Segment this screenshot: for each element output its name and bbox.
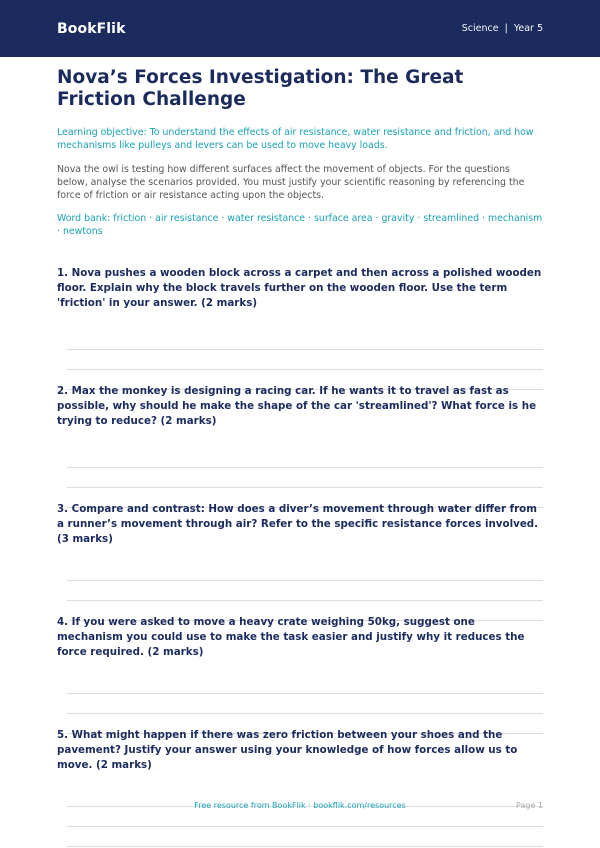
question-5	[57, 728, 543, 847]
question-text: 2. Max the monkey is designing a racing car. If he wants it to travel as fast as possible, why should he make the shape of the car 'streamlined'? What force is he trying to reduce? (2 marks)	[57, 385, 537, 427]
page-number: Page 1	[516, 801, 543, 810]
year-label: Year 5	[513, 23, 543, 34]
worksheet-title: Nova’s Forces Investigation: The Great Friction Challenge	[57, 67, 464, 110]
question-text: 4. If you were asked to move a heavy crate weighing 50kg, suggest one mechanism you could use to make the task easier and justify why it reduces the force required. (2 marks)	[57, 616, 525, 658]
question-text: 3. Compare and contrast: How does a diver’s movement through water differ from a runner’s movement through air? Refer to the specific resistance forces involved. (3 marks)	[57, 503, 539, 545]
worksheet-body	[0, 57, 600, 847]
page-footer	[0, 801, 600, 815]
question-3	[57, 502, 543, 621]
question-2	[57, 384, 543, 508]
header-bar	[0, 0, 600, 57]
subject-year	[462, 23, 543, 34]
subject-label: Science	[461, 23, 499, 34]
answer-line	[67, 580, 543, 581]
brand-logo: BookFlik	[57, 20, 126, 37]
intro-paragraph: Nova the owl is testing how different surfaces affect the movement of objects. For the questions below, analyse the scenarios provided. You must justify your scientific reasoning by referencing the force of friction or air resistance acting upon the objects.	[57, 164, 525, 201]
question-1	[57, 266, 543, 390]
word-bank: Word bank: friction · air resistance · water resistance · surface area · gravity · streamlined · mechanism · newtons	[57, 213, 543, 237]
answer-line	[67, 369, 543, 370]
answer-line	[67, 467, 543, 468]
footer-source-link[interactable]: Free resource from BookFlik · bookflik.com/resources	[194, 801, 406, 810]
learning-objective: Learning objective: To understand the effects of air resistance, water resistance and friction, and how mechanisms like pulleys and levers can be used to move heavy loads.	[57, 127, 534, 151]
answer-line	[67, 487, 543, 488]
answer-line	[67, 846, 543, 847]
answer-line	[67, 693, 543, 694]
question-4	[57, 615, 543, 734]
answer-line	[67, 349, 543, 350]
answer-line	[67, 826, 543, 827]
question-text: 1. Nova pushes a wooden block across a carpet and then across a polished wooden floor. Explain why the block travels further on the wooden floor. Use the term 'friction' in your answer. (2 marks)	[57, 267, 542, 309]
answer-line	[67, 600, 543, 601]
question-text: 5. What might happen if there was zero friction between your shoes and the pavement? Justify your answer using your knowledge of how forces allow us to move. (2 marks)	[57, 729, 518, 771]
answer-line	[67, 713, 543, 714]
meta-separator: |	[504, 23, 508, 34]
